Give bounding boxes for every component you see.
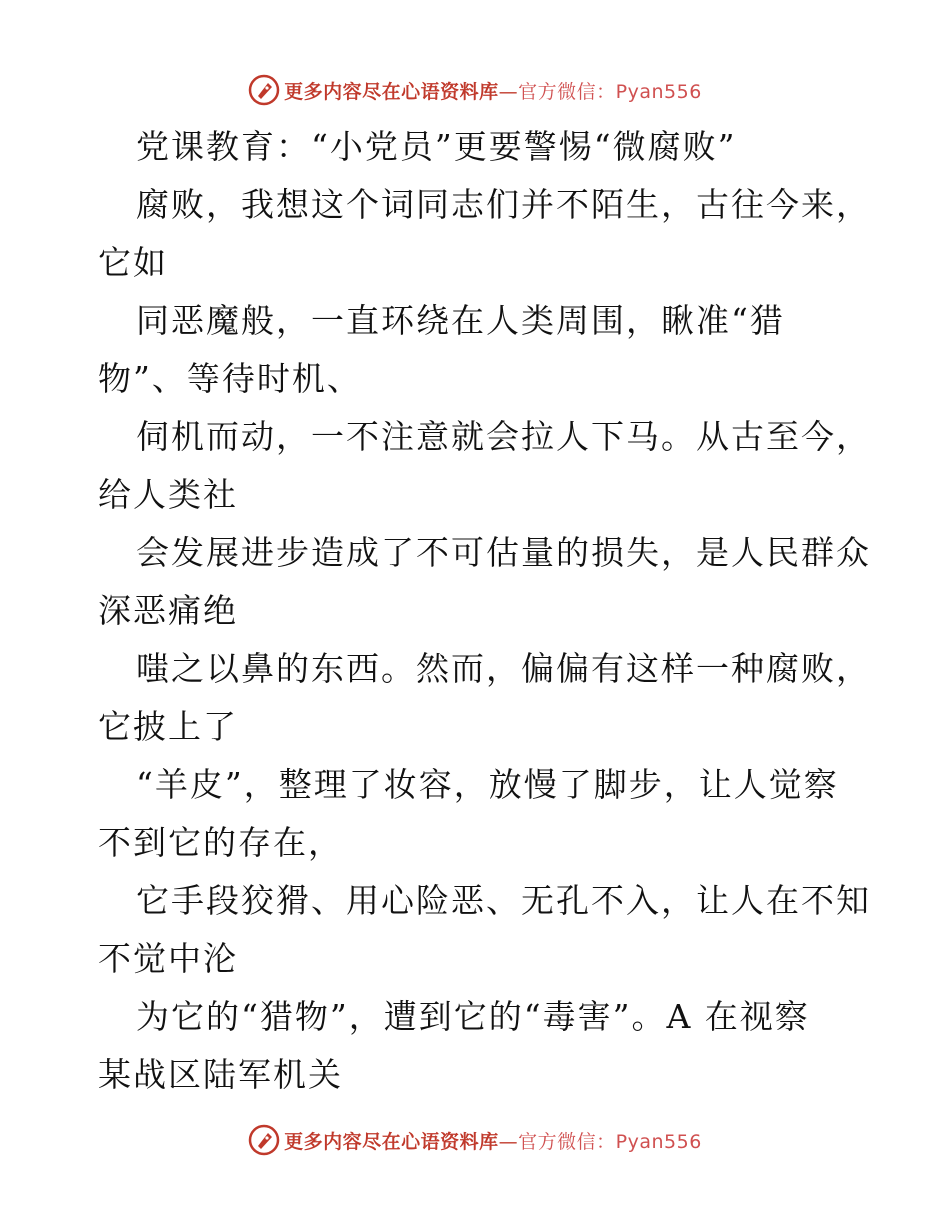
banner-brand: 更多内容尽在心语资料库 (284, 1130, 499, 1153)
text-line: 给人类社 (98, 475, 238, 514)
pen-nib-logo-icon (248, 1124, 280, 1156)
text-line: 深恶痛绝 (98, 591, 238, 630)
banner-wechat: 官方微信：Pyan556 (518, 80, 702, 103)
text-line: 伺机而动，一不注意就会拉人下马。从古至今， (136, 417, 871, 456)
text-line: 腐败，我想这个词同志们并不陌生，古往今来， (136, 185, 871, 224)
text-line: “羊皮”，整理了妆容，放慢了脚步，让人觉察 (136, 765, 839, 804)
document-title: 党课教育：“小党员”更要警惕“微腐败” (136, 127, 737, 166)
banner-dash: — (498, 1130, 519, 1153)
pen-nib-logo-icon (248, 74, 280, 106)
text-line: 不到它的存在， (98, 823, 343, 862)
banner-brand: 更多内容尽在心语资料库 (284, 80, 499, 103)
text-line: 嗤之以鼻的东西。然而，偏偏有这样一种腐败， (136, 649, 871, 688)
text-line: 某战区陆军机关 (98, 1055, 343, 1094)
banner-wechat: 官方微信：Pyan556 (518, 1130, 702, 1153)
header-banner (0, 70, 950, 110)
text-line: 会发展进步造成了不可估量的损失，是人民群众 (136, 533, 871, 572)
text-line: 不觉中沦 (98, 939, 238, 978)
document-body (98, 118, 871, 1104)
text-line: 为它的“猎物”，遭到它的“毒害”。A 在视察 (136, 997, 810, 1036)
banner-text (284, 77, 702, 104)
text-line: 同恶魔般，一直环绕在人类周围，瞅准“猎 (136, 301, 785, 340)
text-line: 它披上了 (98, 707, 238, 746)
banner-text (284, 1127, 702, 1154)
text-line: 它如 (98, 243, 168, 282)
text-line: 物”、等待时机、 (98, 359, 362, 398)
text-line: 它手段狡猾、用心险恶、无孔不入，让人在不知 (136, 881, 871, 920)
banner-dash: — (498, 80, 519, 103)
footer-banner (0, 1120, 950, 1160)
